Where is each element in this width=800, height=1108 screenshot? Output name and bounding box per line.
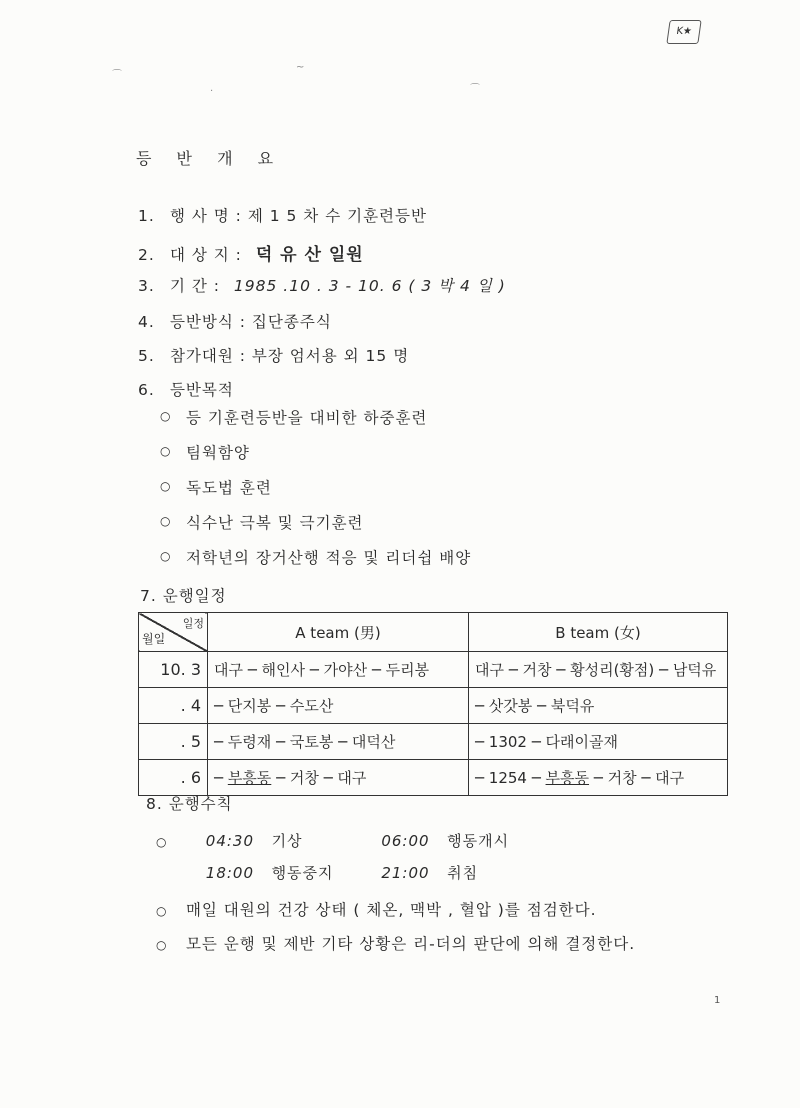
team-a-cell — [208, 760, 469, 796]
time-label: 취침 — [447, 864, 479, 882]
list-item — [160, 406, 471, 441]
schedule-heading: 7. 운행일정 — [140, 587, 227, 605]
time-value: 18:00 — [205, 864, 255, 882]
time-label: 기상 — [271, 832, 303, 850]
time-value: 06:00 — [381, 832, 430, 850]
route-text: ─ 1254 ─ — [475, 769, 546, 787]
bullet-circle-icon: ○ — [160, 549, 172, 563]
item-label: 기 간 : — [169, 277, 220, 295]
list-item-text: 저학년의 장거산행 적응 및 리더쉽 배양 — [186, 549, 472, 567]
table-corner-cell — [139, 613, 208, 652]
item-value: 덕 유 산 일원 — [255, 245, 364, 265]
route-underlined: 부흥동 — [545, 769, 590, 787]
team-b-cell: ─ 삿갓봉 ─ 북덕유 — [469, 688, 728, 724]
table-header-row — [139, 613, 728, 652]
date-cell: 10. 3 — [139, 652, 208, 688]
scan-speck: ~ — [296, 62, 305, 73]
item-method — [138, 310, 332, 332]
rule-text: 매일 대원의 건강 상태 ( 체온, 맥박 , 혈압 )를 점검한다. — [185, 901, 597, 919]
column-header-team-a: A team (男) — [208, 613, 469, 652]
time-row — [156, 862, 478, 883]
bullet-circle-icon: ○ — [160, 444, 172, 458]
page-mark: 1 — [714, 995, 721, 1006]
item-number: 2. — [138, 246, 155, 264]
list-item — [160, 476, 471, 511]
table-row — [139, 688, 728, 724]
team-a-cell: 대구 ─ 해인사 ─ 가야산 ─ 두리봉 — [208, 652, 469, 688]
item-event-name — [138, 204, 427, 226]
date-cell: . 6 — [139, 760, 208, 796]
bullet-circle-icon: ○ — [156, 835, 168, 849]
item-number: 6. — [138, 381, 155, 399]
list-item-text: 식수난 극복 및 극기훈련 — [186, 514, 364, 532]
item-members — [138, 344, 409, 366]
time-label: 행동개시 — [447, 832, 510, 850]
item-number: 4. — [138, 313, 155, 331]
scan-speck: ⌒ — [470, 84, 480, 95]
page-title: 등 반 개 요 — [136, 149, 284, 168]
item-value: 제 1 5 차 수 기훈련등반 — [247, 207, 427, 225]
route-text: ─ 거창 ─ 대구 — [271, 769, 367, 787]
schedule-table — [138, 612, 728, 796]
item-period — [138, 274, 506, 296]
item-value: 집단종주식 — [251, 313, 332, 331]
time-row — [156, 830, 509, 851]
list-item — [160, 546, 471, 581]
rule-item — [156, 932, 635, 954]
team-b-cell — [469, 760, 728, 796]
logo-stamp: K★ — [666, 20, 701, 44]
table-row — [139, 652, 728, 688]
item-number: 1. — [138, 207, 155, 225]
corner-label-date: 월일 — [142, 632, 166, 646]
item-number: 3. — [138, 277, 155, 295]
item-purpose — [138, 378, 234, 400]
team-b-cell: 대구 ─ 거창 ─ 황성리(황점) ─ 남덕유 — [469, 652, 728, 688]
bullet-circle-icon: ○ — [160, 409, 172, 423]
column-header-team-b: B team (女) — [469, 613, 728, 652]
list-item-text: 독도법 훈련 — [186, 479, 272, 497]
team-a-cell: ─ 두령재 ─ 국토봉 ─ 대덕산 — [208, 724, 469, 760]
item-value: 1985 .10 . 3 - 10. 6 ( 3 박 4 일 ) — [233, 277, 506, 295]
list-item-text: 등 기훈련등반을 대비한 하중훈련 — [186, 409, 428, 427]
list-item — [160, 441, 471, 476]
item-number: 5. — [138, 347, 155, 365]
item-label: 등반방식 : — [169, 313, 246, 331]
item-label: 참가대원 : — [169, 347, 246, 365]
item-destination — [138, 240, 364, 265]
scan-speck: · — [210, 86, 214, 97]
bullet-circle-icon: ○ — [156, 904, 168, 918]
route-text: ─ — [214, 769, 228, 787]
bullet-circle-icon: ○ — [160, 479, 172, 493]
item-label: 등반목적 — [169, 381, 234, 399]
bullet-circle-icon: ○ — [160, 514, 172, 528]
rule-item — [156, 898, 597, 920]
item-label: 대 상 지 : — [169, 246, 242, 264]
team-a-cell: ─ 단지봉 ─ 수도산 — [208, 688, 469, 724]
corner-label-schedule: 일정 — [182, 617, 204, 630]
table-row — [139, 760, 728, 796]
bullet-circle-icon: ○ — [156, 938, 168, 952]
scan-speck: ⌒ — [112, 70, 122, 81]
date-cell: . 4 — [139, 688, 208, 724]
route-underlined: 부흥동 — [227, 769, 272, 787]
time-value: 21:00 — [381, 864, 430, 882]
rule-text: 모든 운행 및 제반 기타 상황은 리-더의 판단에 의해 결정한다. — [185, 935, 636, 953]
time-value: 04:30 — [205, 832, 255, 850]
list-item-text: 팀웍함양 — [186, 444, 250, 462]
list-item — [160, 511, 471, 546]
route-text: ─ 거창 ─ 대구 — [589, 769, 685, 787]
time-label: 행동중지 — [271, 864, 334, 882]
purpose-list — [160, 406, 471, 581]
team-b-cell: ─ 1302 ─ 다래이골재 — [469, 724, 728, 760]
item-value: 부장 엄서용 외 15 명 — [251, 347, 410, 365]
table-row — [139, 724, 728, 760]
item-label: 행 사 명 : — [169, 207, 242, 225]
rules-heading: 8. 운행수칙 — [146, 795, 233, 813]
date-cell: . 5 — [139, 724, 208, 760]
